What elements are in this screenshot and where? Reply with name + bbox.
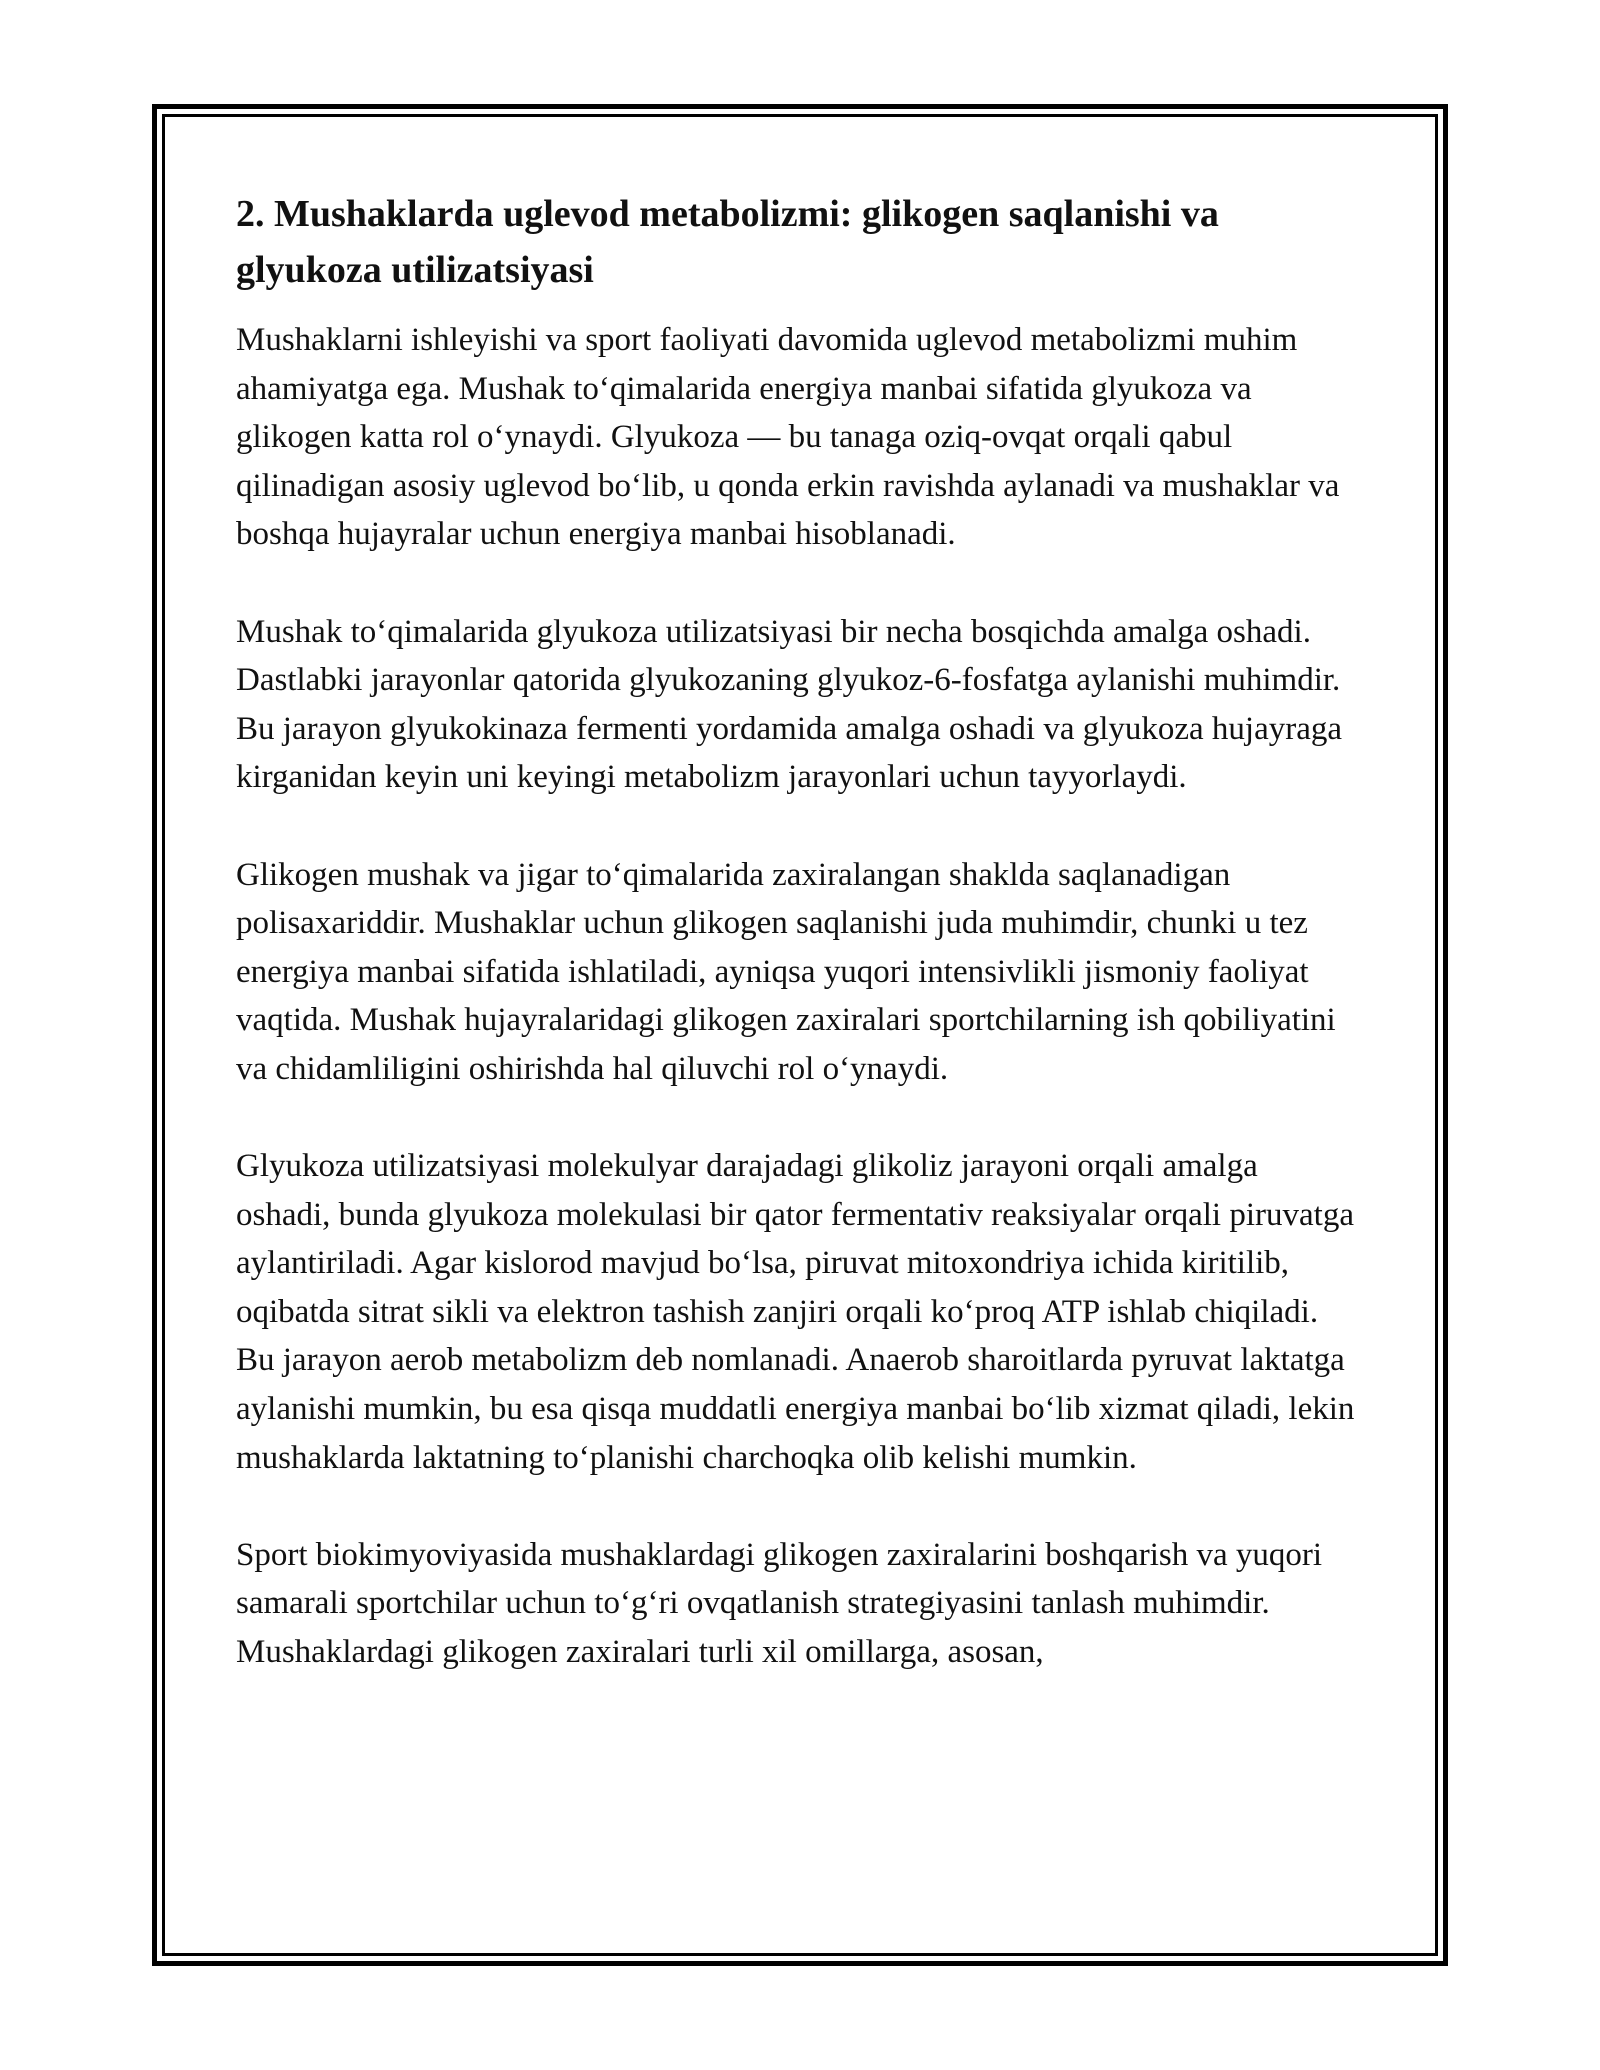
section-heading: 2. Mushaklarda uglevod metabolizmi: glikogen saqlanishi va glyukoza utilizatsiyasi [236,193,1219,291]
document-body [236,186,1356,1677]
paragraph-3: Glikogen mushak va jigar to‘qimalarida zaxiralangan shaklda saqlanadigan polisaxariddir. Mushaklar uchun glikogen saqlanishi juda muhimdir, chunki u tez energiya manbai sifatida ishlatiladi, ayniqsa yuqori intensivlikli jismoniy faoliyat vaqtida. Mushak hujayralaridagi glikogen zaxiralari sportchilarning ish qobiliyatini va chidamliligini oshirishda hal qiluvchi rol o‘ynaydi. [236,856,1336,1087]
paragraph-2: Mushak to‘qimalarida glyukoza utilizatsiyasi bir necha bosqichda amalga oshadi. Dastlabki jarayonlar qatorida glyukozaning glyukoz-6-fosfatga aylanishi muhimdir. Bu jarayon glyukokinaza fermenti yordamida amalga oshadi va glyukoza hujayraga kirganidan keyin uni keyingi metabolizm jarayonlari uchun tayyorlaydi. [236,613,1343,796]
paragraph-5: Sport biokimyoviyasida mushaklardagi glikogen zaxiralarini boshqarish va yuqori samarali sportchilar uchun to‘g‘ri ovqatlanish strategiyasini tanlash muhimdir. Mushaklardagi glikogen zaxiralari turli xil omillarga, asosan, [236,1536,1323,1671]
paragraph-1: Mushaklarni ishleyishi va sport faoliyati davomida uglevod metabolizmi muhim ahamiyatga ega. Mushak to‘qimalarida energiya manbai sifatida glyukoza va glikogen katta rol o‘ynaydi. Glyukoza — bu tanaga oziq-ovqat orqali qabul qilinadigan asosiy uglevod bo‘lib, u qonda erkin ravishda aylanadi va mushaklar va boshqa hujayralar uchun energiya manbai hisoblanadi. [236,322,1340,553]
paragraph-4: Glyukoza utilizatsiyasi molekulyar darajadagi glikoliz jarayoni orqali amalga oshadi, bunda glyukoza molekulasi bir qator fermentativ reaksiyalar orqali piruvatga aylantiriladi. Agar kislorod mavjud bo‘lsa, piruvat mitoxondriya ichida kiritilib, oqibatda sitrat sikli va elektron tashish zanjiri orqali ko‘proq ATP ishlab chiqiladi. Bu jarayon aerob metabolizm deb nomlanadi. Anaerob sharoitlarda pyruvat laktatga aylanishi mumkin, bu esa qisqa muddatli energiya manbai bo‘lib xizmat qiladi, lekin mushaklarda laktatning to‘planishi charchoqka olib kelishi mumkin. [236,1148,1355,1476]
